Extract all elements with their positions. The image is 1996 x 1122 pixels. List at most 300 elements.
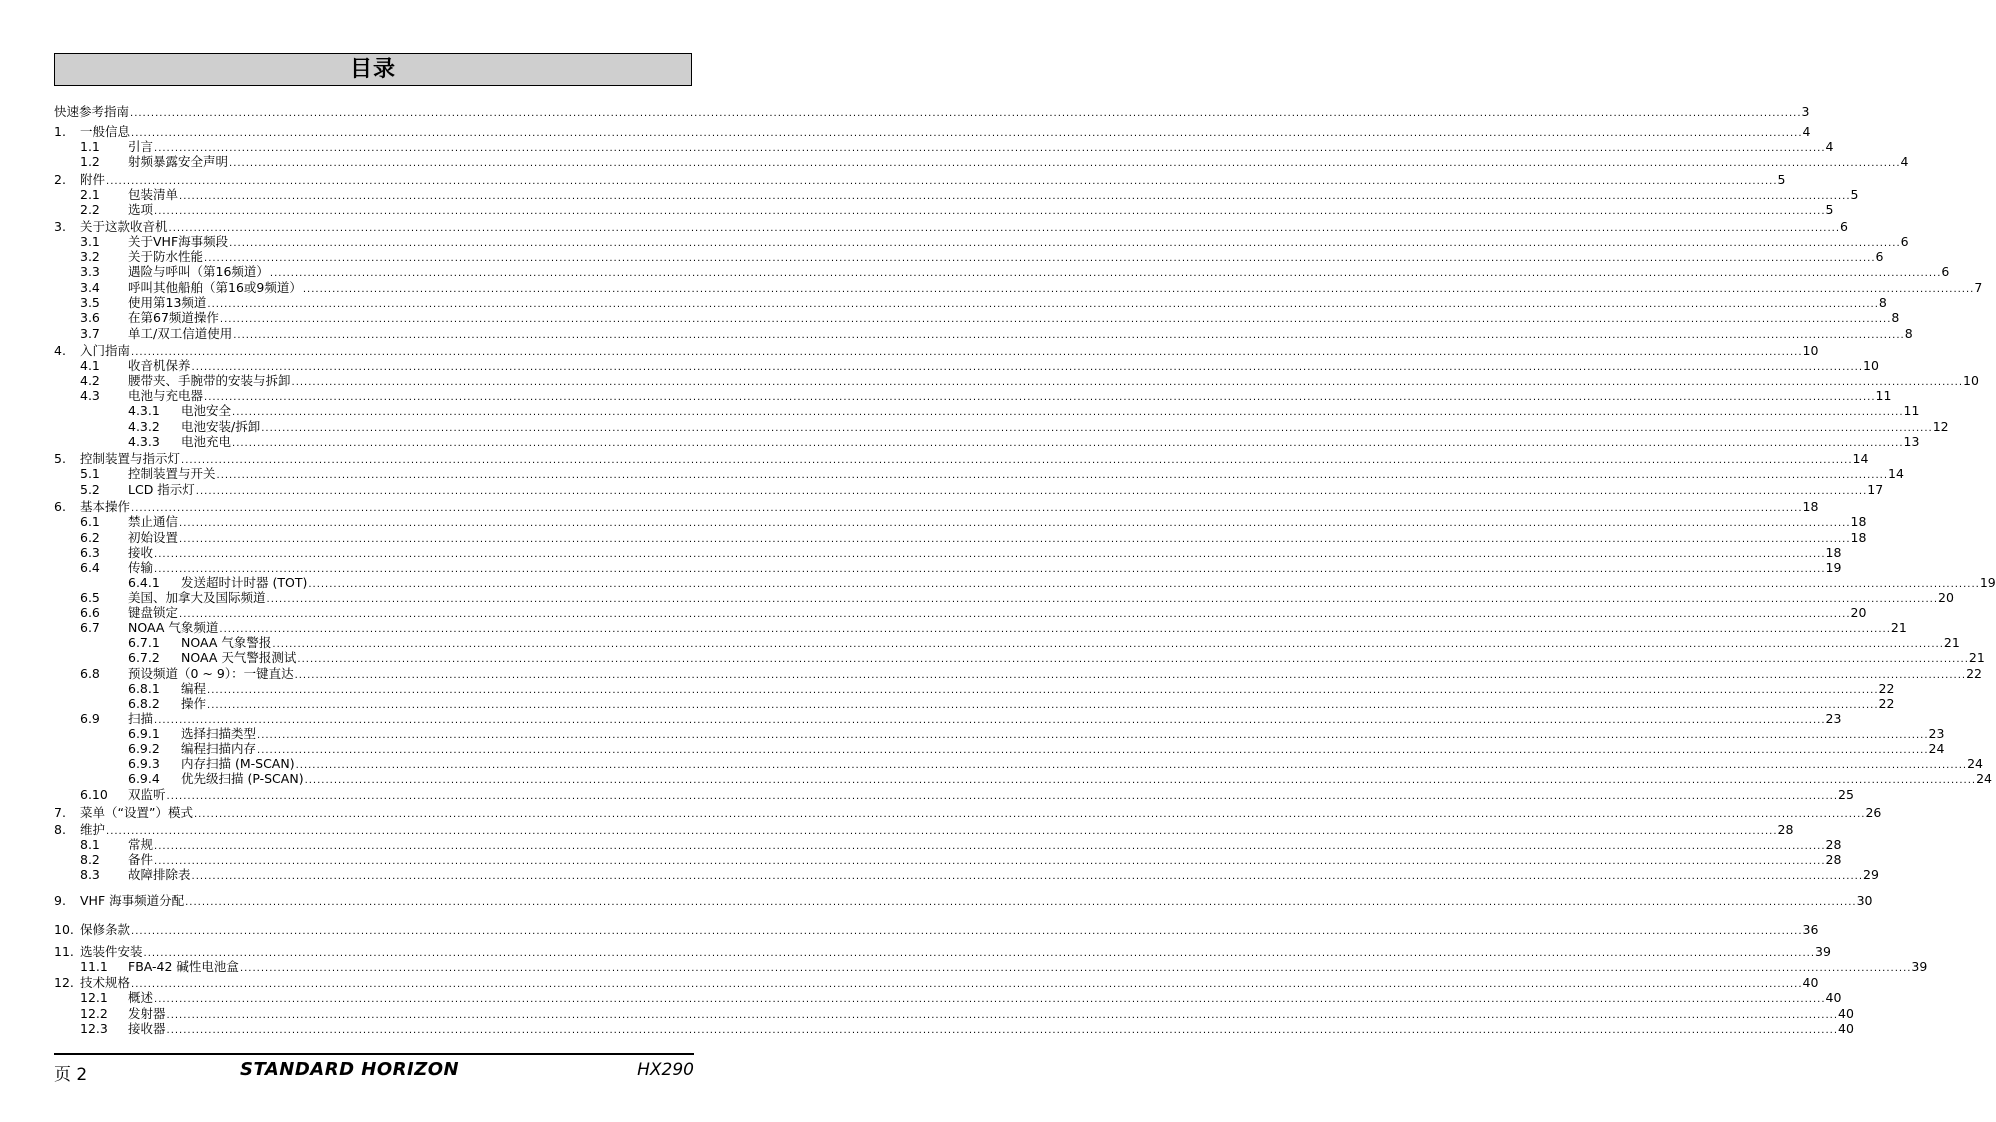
toc-entry-page: 25	[1838, 787, 1854, 802]
toc-entry-number: 6.4	[80, 560, 100, 575]
toc-entry-label: 发射器	[128, 1006, 166, 1021]
toc-entry-number: 2.	[54, 172, 66, 187]
toc-entry-page: 30	[1856, 893, 1873, 908]
toc-dot-leader: ................................................................................................................................................................................................................................................................................................................................................................................................................	[154, 841, 1826, 852]
toc-entry-label: 概述	[128, 990, 154, 1005]
toc-entry[interactable]	[54, 822, 1794, 837]
toc-dot-leader: ................................................................................................................................................................................................................................................................................................................................................................................................................	[193, 809, 1866, 820]
toc-dot-leader: ................................................................................................................................................................................................................................................................................................................................................................................................................	[232, 407, 1904, 418]
toc-entry-number: 11.1	[80, 959, 108, 974]
toc-dot-leader: ................................................................................................................................................................................................................................................................................................................................................................................................................	[131, 503, 1803, 514]
toc-dot-leader: ................................................................................................................................................................................................................................................................................................................................................................................................................	[154, 994, 1826, 1005]
toc-entry-leader	[181, 434, 1920, 451]
toc-entry[interactable]	[54, 1006, 1854, 1021]
toc-dot-leader: ................................................................................................................................................................................................................................................................................................................................................................................................................	[302, 284, 1975, 295]
toc-dot-leader: ................................................................................................................................................................................................................................................................................................................................................................................................................	[308, 579, 1980, 590]
toc-dot-leader: ................................................................................................................................................................................................................................................................................................................................................................................................................	[179, 609, 1851, 620]
toc-entry-leader	[80, 805, 1882, 822]
toc-entry-label: 双监听	[128, 787, 166, 802]
toc-entry-number: 1.2	[80, 154, 100, 169]
toc-dot-leader: ................................................................................................................................................................................................................................................................................................................................................................................................................	[229, 158, 1901, 169]
toc-entry-number: 12.2	[80, 1006, 108, 1021]
toc-entry-page: 6	[1840, 219, 1848, 234]
toc-entry-label: 基本操作	[80, 499, 131, 514]
toc-entry[interactable]	[54, 219, 1848, 234]
toc-entry-label: 禁止通信	[128, 514, 179, 529]
toc-entry[interactable]	[54, 635, 1960, 650]
toc-entry[interactable]	[54, 388, 1892, 403]
toc-entry-number: 3.4	[80, 280, 100, 295]
toc-entry-label: 在第67频道操作	[128, 310, 219, 325]
toc-entry-label: 引言	[128, 139, 154, 154]
toc-dot-leader: ................................................................................................................................................................................................................................................................................................................................................................................................................	[131, 979, 1803, 990]
toc-entry[interactable]	[54, 358, 1879, 373]
toc-entry-number: 6.9.3	[128, 756, 160, 771]
toc-entry-page: 14	[1852, 451, 1869, 466]
toc-dot-leader: ................................................................................................................................................................................................................................................................................................................................................................................................................	[261, 423, 1933, 434]
toc-entry-page: 11	[1903, 403, 1920, 418]
toc-dot-leader: ................................................................................................................................................................................................................................................................................................................................................................................................................	[257, 730, 1929, 741]
toc-entry-label: 关于防水性能	[128, 249, 204, 264]
toc-entry-number: 2.1	[80, 187, 100, 202]
toc-entry[interactable]	[54, 990, 1842, 1005]
toc-entry-number: 4.3.3	[128, 434, 160, 449]
toc-entry-label: 美国、加拿大及国际频道	[128, 590, 266, 605]
toc-dot-leader: ................................................................................................................................................................................................................................................................................................................................................................................................................	[195, 486, 1868, 497]
page-title: 目录	[349, 57, 396, 82]
toc-dot-leader: ................................................................................................................................................................................................................................................................................................................................................................................................................	[216, 470, 1888, 481]
toc-entry-number: 6.4.1	[128, 575, 160, 590]
toc-entry-page: 39	[1815, 944, 1831, 959]
toc-entry[interactable]	[54, 280, 1983, 295]
toc-entry-number: 1.	[54, 124, 66, 139]
toc-entry[interactable]	[54, 373, 1979, 388]
toc-entry-label: 附件	[80, 172, 106, 187]
toc-entry-leader	[128, 202, 1834, 219]
toc-entry-number: 11.	[54, 944, 74, 959]
toc-dot-leader: ................................................................................................................................................................................................................................................................................................................................................................................................................	[204, 392, 1876, 403]
toc-entry[interactable]	[54, 1021, 1854, 1036]
toc-entry-number: 5.2	[80, 482, 100, 497]
toc-dot-leader: ................................................................................................................................................................................................................................................................................................................................................................................................................	[207, 700, 1879, 711]
toc-dot-leader: ................................................................................................................................................................................................................................................................................................................................................................................................................	[239, 963, 1912, 974]
toc-entry[interactable]	[54, 590, 1954, 605]
footer-model-name: HX290	[637, 1060, 694, 1080]
toc-dot-leader: ................................................................................................................................................................................................................................................................................................................................................................................................................	[106, 826, 1778, 837]
toc-entry-number: 4.1	[80, 358, 100, 373]
toc-entry-label: 电池充电	[181, 434, 232, 449]
toc-entry[interactable]	[54, 711, 1842, 726]
toc-entry-label: VHF 海事频道分配	[80, 893, 185, 908]
toc-entry-number: 8.	[54, 822, 66, 837]
toc-dot-leader: ................................................................................................................................................................................................................................................................................................................................................................................................................	[232, 438, 1904, 449]
toc-entry-page: 7	[1974, 280, 1983, 295]
toc-entry-label: 选装件安装	[80, 944, 143, 959]
toc-entry-page: 24	[1928, 741, 1945, 756]
toc-entry-label: 常规	[128, 837, 154, 852]
toc-entry[interactable]	[54, 605, 1867, 620]
toc-entry-number: 1.1	[80, 139, 100, 154]
toc-entry-number: 6.10	[80, 787, 108, 802]
toc-entry[interactable]	[54, 893, 1873, 908]
toc-entry-page: 17	[1867, 482, 1884, 497]
toc-entry-page: 36	[1802, 922, 1819, 937]
toc-entry-page: 19	[1825, 560, 1842, 575]
toc-entry[interactable]	[54, 187, 1859, 202]
toc-entry[interactable]	[54, 944, 1831, 959]
toc-entry[interactable]	[54, 419, 1949, 434]
toc-entry-number: 8.2	[80, 852, 100, 867]
toc-entry-number: 6.6	[80, 605, 100, 620]
toc-entry-page: 22	[1878, 681, 1895, 696]
toc-entry-label: 内存扫描 (M-SCAN)	[181, 756, 295, 771]
toc-entry-page: 23	[1825, 711, 1842, 726]
toc-entry[interactable]	[54, 922, 1819, 937]
toc-entry-number: 3.1	[80, 234, 100, 249]
toc-dot-leader: ................................................................................................................................................................................................................................................................................................................................................................................................................	[191, 362, 1863, 373]
toc-dot-leader: ................................................................................................................................................................................................................................................................................................................................................................................................................	[207, 299, 1879, 310]
toc-entry-leader	[54, 104, 1810, 121]
toc-entry-page: 10	[1863, 358, 1879, 373]
toc-entry[interactable]	[54, 620, 1907, 635]
toc-entry[interactable]	[54, 560, 1842, 575]
toc-entry-page: 28	[1825, 852, 1842, 867]
toc-entry-label: 扫描	[128, 711, 154, 726]
toc-entry-label: 关于这款收音机	[80, 219, 168, 234]
toc-entry-number: 7.	[54, 805, 66, 820]
toc-entry-page: 19	[1979, 575, 1996, 590]
toc-entry-page: 18	[1825, 545, 1842, 560]
toc-entry-label: NOAA 气象频道	[128, 620, 219, 635]
toc-entry-leader	[128, 466, 1904, 483]
toc-entry-page: 21	[1968, 650, 1985, 665]
toc-entry-number: 3.3	[80, 264, 100, 279]
toc-entry-number: 9.	[54, 893, 66, 908]
toc-entry-label: 选择扫描类型	[181, 726, 257, 741]
toc-entry-page: 40	[1838, 1006, 1854, 1021]
toc-entry[interactable]	[54, 726, 1945, 741]
toc-entry-number: 3.	[54, 219, 66, 234]
toc-entry-label: LCD 指示灯	[128, 482, 195, 497]
toc-entry[interactable]	[54, 295, 1887, 310]
toc-entry-page: 4	[1825, 139, 1834, 154]
toc-entry-label: 电池安装/拆卸	[181, 419, 261, 434]
toc-entry[interactable]	[54, 771, 1992, 786]
toc-dot-leader: ................................................................................................................................................................................................................................................................................................................................................................................................................	[154, 143, 1826, 154]
toc-entry-number: 6.9.4	[128, 771, 160, 786]
footer-brand-logo: STANDARD HORIZON	[240, 1059, 460, 1080]
toc-entry-number: 6.8	[80, 666, 100, 681]
toc-entry-label: 保修条款	[80, 922, 131, 937]
toc-entry-page: 20	[1850, 605, 1867, 620]
toc-entry-leader	[181, 650, 1985, 667]
toc-entry-label: 选项	[128, 202, 154, 217]
toc-entry-label: 关于VHF海事频段	[128, 234, 229, 249]
toc-entry-label: 菜单（“设置”）模式	[80, 805, 193, 820]
toc-entry-page: 4	[1900, 154, 1909, 169]
toc-entry-page: 10	[1802, 343, 1819, 358]
toc-dot-leader: ................................................................................................................................................................................................................................................................................................................................................................................................................	[304, 775, 1977, 786]
toc-entry[interactable]	[54, 434, 1920, 449]
toc-entry-label: NOAA 气象警报	[181, 635, 272, 650]
toc-entry-page: 22	[1966, 666, 1982, 681]
toc-dot-leader: ................................................................................................................................................................................................................................................................................................................................................................................................................	[131, 128, 1803, 139]
toc-entry-page: 29	[1863, 867, 1879, 882]
toc-entry[interactable]	[54, 837, 1842, 852]
toc-dot-leader: ................................................................................................................................................................................................................................................................................................................................................................................................................	[204, 253, 1876, 264]
toc-dot-leader: ................................................................................................................................................................................................................................................................................................................................................................................................................	[154, 856, 1826, 867]
toc-dot-leader: ................................................................................................................................................................................................................................................................................................................................................................................................................	[272, 639, 1944, 650]
toc-entry[interactable]	[54, 545, 1842, 560]
toc-entry[interactable]	[54, 172, 1786, 187]
toc-entry[interactable]	[54, 681, 1895, 696]
toc-entry-number: 6.	[54, 499, 66, 514]
toc-dot-leader: ................................................................................................................................................................................................................................................................................................................................................................................................................	[106, 176, 1778, 187]
toc-entry[interactable]	[54, 154, 1909, 169]
toc-entry-leader	[128, 990, 1842, 1007]
toc-entry-page: 40	[1802, 975, 1819, 990]
toc-entry-page: 12	[1932, 419, 1949, 434]
toc-entry-page: 28	[1825, 837, 1842, 852]
toc-entry-label: 备件	[128, 852, 154, 867]
toc-dot-leader: ................................................................................................................................................................................................................................................................................................................................................................................................................	[154, 564, 1826, 575]
toc-dot-leader: ................................................................................................................................................................................................................................................................................................................................................................................................................	[154, 549, 1826, 560]
toc-entry-label: 故障排除表	[128, 867, 191, 882]
toc-entry-label: 射频暴露安全声明	[128, 154, 229, 169]
toc-entry-leader	[128, 264, 1950, 281]
toc-entry[interactable]	[54, 104, 1810, 119]
toc-entry-label: 单工/双工信道使用	[128, 326, 233, 341]
toc-entry-label: FBA-42 碱性电池盒	[128, 959, 239, 974]
toc-entry-number: 3.5	[80, 295, 100, 310]
toc-dot-leader: ................................................................................................................................................................................................................................................................................................................................................................................................................	[154, 715, 1826, 726]
toc-entry-page: 18	[1850, 514, 1867, 529]
footer-page-number: 页 2	[54, 1065, 88, 1085]
toc-entry-label: 编程	[181, 681, 207, 696]
toc-entry[interactable]	[54, 234, 1909, 249]
toc-entry-label: 传输	[128, 560, 154, 575]
toc-entry-label: 腰带夹、手腕带的安装与拆卸	[128, 373, 291, 388]
toc-entry[interactable]	[54, 805, 1882, 820]
toc-entry-page: 28	[1777, 822, 1794, 837]
toc-entry-number: 5.1	[80, 466, 100, 481]
toc-entry-leader	[128, 482, 1884, 499]
toc-entry[interactable]	[54, 124, 1811, 139]
toc-entry-leader	[181, 771, 1992, 788]
toc-entry-number: 6.3	[80, 545, 100, 560]
toc-entry-page: 5	[1777, 172, 1786, 187]
toc-entry[interactable]	[54, 975, 1819, 990]
toc-entry-page: 6	[1875, 249, 1884, 264]
toc-entry-label: 维护	[80, 822, 106, 837]
toc-dot-leader: ................................................................................................................................................................................................................................................................................................................................................................................................................	[131, 347, 1803, 358]
toc-entry-number: 4.	[54, 343, 66, 358]
toc-dot-leader: ................................................................................................................................................................................................................................................................................................................................................................................................................	[185, 897, 1857, 908]
toc-entry-label: 键盘锁定	[128, 605, 179, 620]
toc-entry-label: 电池安全	[181, 403, 232, 418]
toc-entry[interactable]	[54, 249, 1884, 264]
toc-entry-page: 39	[1911, 959, 1928, 974]
toc-entry-leader	[128, 154, 1909, 171]
toc-entry-number: 6.8.1	[128, 681, 160, 696]
toc-entry[interactable]	[54, 466, 1904, 481]
toc-entry[interactable]	[54, 264, 1950, 279]
toc-entry[interactable]	[54, 867, 1879, 882]
toc-entry-number: 4.3.2	[128, 419, 160, 434]
toc-entry-number: 6.9.2	[128, 741, 160, 756]
toc-dot-leader: ................................................................................................................................................................................................................................................................................................................................................................................................................	[233, 330, 1905, 341]
toc-dot-leader: ................................................................................................................................................................................................................................................................................................................................................................................................................	[269, 268, 1942, 279]
toc-entry-page: 23	[1928, 726, 1945, 741]
toc-entry-leader	[128, 326, 1913, 343]
toc-dot-leader: ................................................................................................................................................................................................................................................................................................................................................................................................................	[131, 926, 1803, 937]
toc-dot-leader: ................................................................................................................................................................................................................................................................................................................................................................................................................	[294, 670, 1967, 681]
toc-entry[interactable]	[54, 575, 1996, 590]
toc-entry-number: 6.7	[80, 620, 100, 635]
toc-entry-number: 12.3	[80, 1021, 108, 1036]
toc-entry-leader	[181, 403, 1920, 420]
toc-dot-leader: ................................................................................................................................................................................................................................................................................................................................................................................................................	[257, 745, 1929, 756]
toc-dot-leader: ................................................................................................................................................................................................................................................................................................................................................................................................................	[179, 518, 1851, 529]
toc-dot-leader: ................................................................................................................................................................................................................................................................................................................................................................................................................	[219, 314, 1892, 325]
toc-entry-page: 3	[1801, 104, 1810, 119]
toc-entry-number: 3.2	[80, 249, 100, 264]
toc-entry-label: 预设频道（0 ~ 9）：一键直达	[128, 666, 294, 681]
toc-entry-label: 一般信息	[80, 124, 131, 139]
toc-entry-number: 6.7.1	[128, 635, 160, 650]
toc-entry[interactable]	[54, 482, 1884, 497]
toc-entry-label: 初始设置	[128, 530, 179, 545]
toc-entry-page: 24	[1976, 771, 1992, 786]
toc-dot-leader: ................................................................................................................................................................................................................................................................................................................................................................................................................	[179, 191, 1851, 202]
toc-entry-number: 6.5	[80, 590, 100, 605]
toc-dot-leader: ................................................................................................................................................................................................................................................................................................................................................................................................................	[179, 534, 1851, 545]
toc-dot-leader: ................................................................................................................................................................................................................................................................................................................................................................................................................	[191, 871, 1863, 882]
toc-entry-number: 6.9	[80, 711, 100, 726]
toc-entry[interactable]	[54, 666, 1982, 681]
toc-entry[interactable]	[54, 741, 1945, 756]
toc-entry-leader	[80, 893, 1873, 910]
toc-entry-page: 21	[1890, 620, 1907, 635]
toc-entry-page: 6	[1900, 234, 1909, 249]
title-box	[54, 53, 692, 86]
toc-entry-label: 编程扫描内存	[181, 741, 257, 756]
toc-entry-label: 电池与充电器	[128, 388, 204, 403]
toc-dot-leader: ................................................................................................................................................................................................................................................................................................................................................................................................................	[154, 206, 1826, 217]
toc-entry-leader	[128, 787, 1854, 804]
toc-entry-page: 40	[1838, 1021, 1854, 1036]
toc-entry-page: 10	[1963, 373, 1979, 388]
toc-dot-leader: ................................................................................................................................................................................................................................................................................................................................................................................................................	[291, 377, 1963, 388]
toc-dot-leader: ................................................................................................................................................................................................................................................................................................................................................................................................................	[166, 1010, 1838, 1021]
toc-entry[interactable]	[54, 787, 1854, 802]
toc-entry-page: 8	[1878, 295, 1887, 310]
toc-entry-page: 11	[1875, 388, 1892, 403]
toc-entry-page: 13	[1903, 434, 1920, 449]
toc-entry-label: 技术规格	[80, 975, 131, 990]
toc-entry-number: 5.	[54, 451, 66, 466]
toc-entry[interactable]	[54, 499, 1819, 514]
toc-dot-leader: ................................................................................................................................................................................................................................................................................................................................................................................................................	[207, 685, 1879, 696]
toc-entry[interactable]	[54, 756, 1983, 771]
toc-entry-page: 21	[1943, 635, 1960, 650]
toc-entry-page: 8	[1891, 310, 1900, 325]
toc-entry-number: 12.	[54, 975, 74, 990]
toc-entry-label: 收音机保养	[128, 358, 191, 373]
toc-entry-leader	[128, 1021, 1854, 1038]
toc-entry[interactable]	[54, 451, 1869, 466]
toc-entry-leader	[80, 922, 1819, 939]
toc-entry[interactable]	[54, 326, 1913, 341]
toc-entry[interactable]	[54, 696, 1895, 711]
toc-entry-label: 包装清单	[128, 187, 179, 202]
toc-entry[interactable]	[54, 514, 1867, 529]
toc-entry-number: 6.7.2	[128, 650, 160, 665]
toc-entry-page: 18	[1802, 499, 1819, 514]
toc-entry-leader	[128, 959, 1928, 976]
toc-dot-leader: ................................................................................................................................................................................................................................................................................................................................................................................................................	[168, 223, 1840, 234]
toc-entry[interactable]	[54, 403, 1920, 418]
toc-entry-number: 6.8.2	[128, 696, 160, 711]
toc-entry-label: 发送超时计时器 (TOT)	[181, 575, 308, 590]
toc-entry-number: 12.1	[80, 990, 108, 1005]
toc-entry-number: 2.2	[80, 202, 100, 217]
toc-entry-leader	[128, 514, 1867, 531]
toc-dot-leader: ................................................................................................................................................................................................................................................................................................................................................................................................................	[130, 108, 1802, 119]
toc-entry-page: 6	[1941, 264, 1950, 279]
toc-dot-leader: ................................................................................................................................................................................................................................................................................................................................................................................................................	[266, 594, 1938, 605]
toc-entry-page: 5	[1850, 187, 1859, 202]
toc-entry[interactable]	[54, 310, 1900, 325]
toc-entry-number: 6.1	[80, 514, 100, 529]
toc-entry-number: 4.3.1	[128, 403, 160, 418]
toc-entry-page: 14	[1888, 466, 1904, 481]
toc-entry[interactable]	[54, 139, 1834, 154]
toc-entry[interactable]	[54, 650, 1985, 665]
toc-entry-label: 控制装置与开关	[128, 466, 216, 481]
toc-dot-leader: ................................................................................................................................................................................................................................................................................................................................................................................................................	[166, 1025, 1838, 1036]
toc-dot-leader: ................................................................................................................................................................................................................................................................................................................................................................................................................	[166, 791, 1838, 802]
toc-entry-label: 操作	[181, 696, 207, 711]
toc-entry-leader	[128, 867, 1879, 884]
toc-entry-number: 3.6	[80, 310, 100, 325]
toc-entry-page: 24	[1967, 756, 1983, 771]
toc-entry-number: 3.7	[80, 326, 100, 341]
toc-dot-leader: ................................................................................................................................................................................................................................................................................................................................................................................................................	[229, 238, 1901, 249]
toc-entry[interactable]	[54, 530, 1867, 545]
toc-entry-label: 快速参考指南	[54, 104, 130, 119]
toc-entry-label: 优先级扫描 (P-SCAN)	[181, 771, 304, 786]
toc-entry-number: 4.3	[80, 388, 100, 403]
toc-entry-page: 5	[1825, 202, 1834, 217]
toc-entry-number: 6.9.1	[128, 726, 160, 741]
toc-entry-label: 接收器	[128, 1021, 166, 1036]
toc-entry-label: 接收	[128, 545, 154, 560]
toc-entry[interactable]	[54, 202, 1834, 217]
toc-entry[interactable]	[54, 959, 1928, 974]
toc-entry-number: 8.1	[80, 837, 100, 852]
toc-entry-number: 4.2	[80, 373, 100, 388]
toc-dot-leader: ................................................................................................................................................................................................................................................................................................................................................................................................................	[143, 948, 1815, 959]
toc-entry-label: 控制装置与指示灯	[80, 451, 181, 466]
toc-entry-page: 22	[1878, 696, 1895, 711]
toc-entry[interactable]	[54, 343, 1819, 358]
footer-divider	[54, 1053, 694, 1055]
toc-dot-leader: ................................................................................................................................................................................................................................................................................................................................................................................................................	[219, 624, 1891, 635]
toc-dot-leader: ................................................................................................................................................................................................................................................................................................................................................................................................................	[295, 760, 1968, 771]
toc-entry[interactable]	[54, 852, 1842, 867]
toc-entry-label: 入门指南	[80, 343, 131, 358]
